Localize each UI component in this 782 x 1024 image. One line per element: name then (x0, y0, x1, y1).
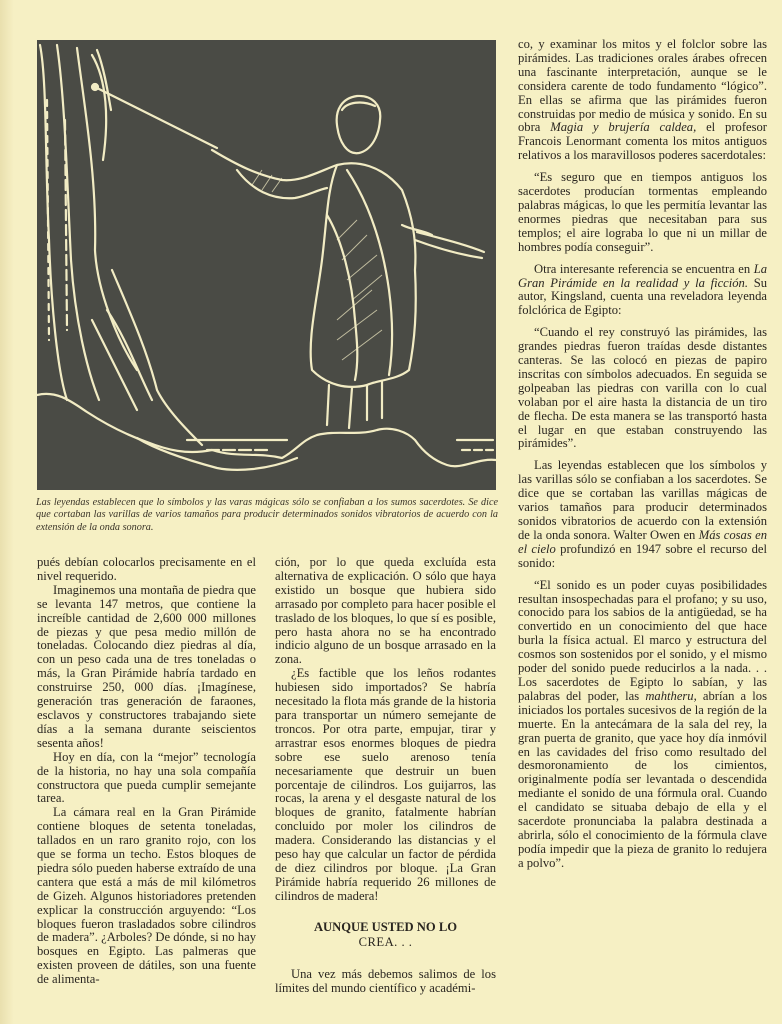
engraving-image (37, 40, 496, 490)
text-run: Las leyendas establecen que los símbolos y las varillas sólo se confiaban a los sacerdotes. Se dice que se cortaban las varillas mágicas de varios tamaños para producir determinados sonidos vibratorios de acuerdo con la extensión de la onda sonora. Walter Owen en (518, 458, 767, 542)
text-run: “El sonido es un poder cuyas posibilidades resultan insospechadas para el profano; y su uso, conocido para los sabios de la antigüedad, se ha convertido en un conocimiento del que hace burla la física actual. El marco y estructura del cosmos son sostenidos por el sonido, y el mismo poder del sonido puede reducirlos a la nada. . . Los sacerdotes de Egipto lo sabían, y las palabras del poder, las (518, 577, 767, 703)
paragraph: pués debían colocarlos precisamente en el nivel requerido. (37, 555, 256, 583)
text-run: Su autor, Kingsland, cuenta una reveladora leyenda folclórica de Egipto: (518, 275, 767, 318)
column-3 (518, 38, 767, 871)
text-run: el profesor Francois Lenormant comenta los mitos antiguos relativos a los maravillosos poderes sacerdotales: (518, 120, 767, 163)
book-title: Más cosas en el cielo (518, 527, 768, 556)
page-edge (0, 0, 14, 1024)
block-quote: “Cuando el rey construyó las pirámides, las grandes piedras fueron traídas desde distantes canteras. Se las colocó en piezas de papiro inscritas con símbolos adecuados. En seguida se golpeaban las piedras con varilla con lo cual volaban por el aire hasta la distancia de un tiro de flecha. De esta manera se las transportó hasta el lugar en que estaban construyendo las pirámides”. (518, 325, 767, 451)
paragraph: Hoy en día, con la “mejor” tecnología de la historia, no hay una sola compañía constructora que pueda cumplir semejante tarea. (37, 749, 256, 806)
paragraph: ¿Es factible que los leños rodantes hubiesen sido importados? Se habría necesitado la flota más grande de la historia para transportar un número semejante de troncos. Por otra parte, empujar, tirar y arrastrar esos enormes bloques de piedra sobre ese suelo arenoso tenía necesariamente que destruir un buen porcentaje de cilindros. Los guijarros, las rocas, la arena y el desgaste natural de los bloques de granito, fatalmente habrían concluido por moler los cilindros de madera. Considerando las distancias y el peso hay que calcular un factor de pérdida de diez cilindros por bloque. ¡La Gran Pirámide habría requerido 26 millones de cilindros de madera! (275, 666, 496, 903)
paragraph: Una vez más debemos salimos de los límites del mundo científico y académi- (275, 966, 496, 995)
column-2 (275, 556, 496, 995)
section-subheading (275, 920, 496, 950)
block-quote: “Es seguro que en tiempos antiguos los sacerdotes producían tormentas empleando palabras mágicas, lo que les permitía levantar las enormes piedras que necesitaban para sus templos; el aire lograba lo que ni un millar de hombres podía conseguir”. (518, 170, 767, 254)
text-run: co, y examinar los mitos y el folclor sobre las pirámides. Las tradiciones orales árabes ofrecen una fascinante interpretación, aunque se le considera carente de todo fundamento “lógico”. En ellas se afirma que las pirámides fueron construidas por medio de música y sonido. En su obra (518, 37, 767, 135)
book-title: Magia y brujería caldea, (550, 120, 697, 135)
subheading-line-1: AUNQUE USTED NO LO (313, 919, 458, 934)
subheading-line-2: CREA. . . (358, 934, 413, 949)
illustration (37, 40, 496, 490)
text-run: abrían a los iniciados los portales sucesivos de la región de la muerte. En la antecámara de la sala del rey, la gran puerta de granito, que yace hoy día inmóvil en las cavidades del friso como resultado del desmoronamiento de los cimientos, originalmente podía ser levantada o descendida mediante el sonido de una fórmula oral. Cuando el candidato se situaba debajo de ella y el sacerdote pronunciaba la palabra destinada a abrirla, sólo el conocimiento de la fórmula clave podía impedir que la pieza de granito lo redujera a polvo”. (518, 688, 768, 870)
column-1 (37, 556, 256, 987)
text-run: profundizó en 1947 sobre el recurso del sonido: (518, 541, 768, 570)
block-quote (518, 579, 767, 871)
figure-caption: Las leyendas establecen que lo símbolos y las varas mágicas sólo se confiaban a los sumos sacerdotes. Se dice que cortaban las varillas de varios tamaños para producir determinados sonidos vibratorios de acuerdo con la extensión de la onda sonora. (36, 497, 498, 533)
paragraph: Imaginemos una montaña de piedra que se levanta 147 metros, que contiene la increíble cantidad de 2,600 000 millones de piezas y que pesa medio millón de toneladas. Colocando diez piedras al día, con un peso cada una de tres toneladas o más, la Gran Pirámide habría tardado en construirse 250, 000 días. ¡Imagínese, generación tras generación de faraones, esclavos y constructores trabajando siete días a la semana durante seiscientos sesenta años! (37, 582, 256, 750)
foreign-term: mahtheru, (645, 688, 697, 703)
book-title: La Gran Pirámide en la realidad y la ficción. (518, 261, 767, 290)
paragraph: La cámara real en la Gran Pirámide contiene bloques de setenta toneladas, tallados en un raro granito rojo, con los que se forma un techo. Estos bloques de piedra sólo pueden haberse extraído de una cantera que está a más de mil kilómetros de Gizeh. Algunos historiadores pretenden explicar la construcción arguyendo: “Los bloques fueron trasladados sobre cilindros de madera”. ¿Arboles? De dónde, si no hay bosques en Egipto. Las palmeras que existen proveen de dátiles, son una fuente de alimenta- (37, 805, 256, 987)
paragraph (518, 459, 767, 570)
paragraph (518, 38, 767, 163)
paragraph: ción, por lo que queda excluída esta alternativa de explicación. O sólo que haya existido un bosque que hubiera sido arrasado por completo para hacer posible el traslado de los bloques, lo que sí es posible, pero hasta ahora no se ha encontrado indicio alguno de un bosque arrasado en la zona. (275, 555, 496, 667)
paragraph (518, 263, 767, 319)
text-run: Otra interesante referencia se encuentra en (534, 261, 754, 276)
